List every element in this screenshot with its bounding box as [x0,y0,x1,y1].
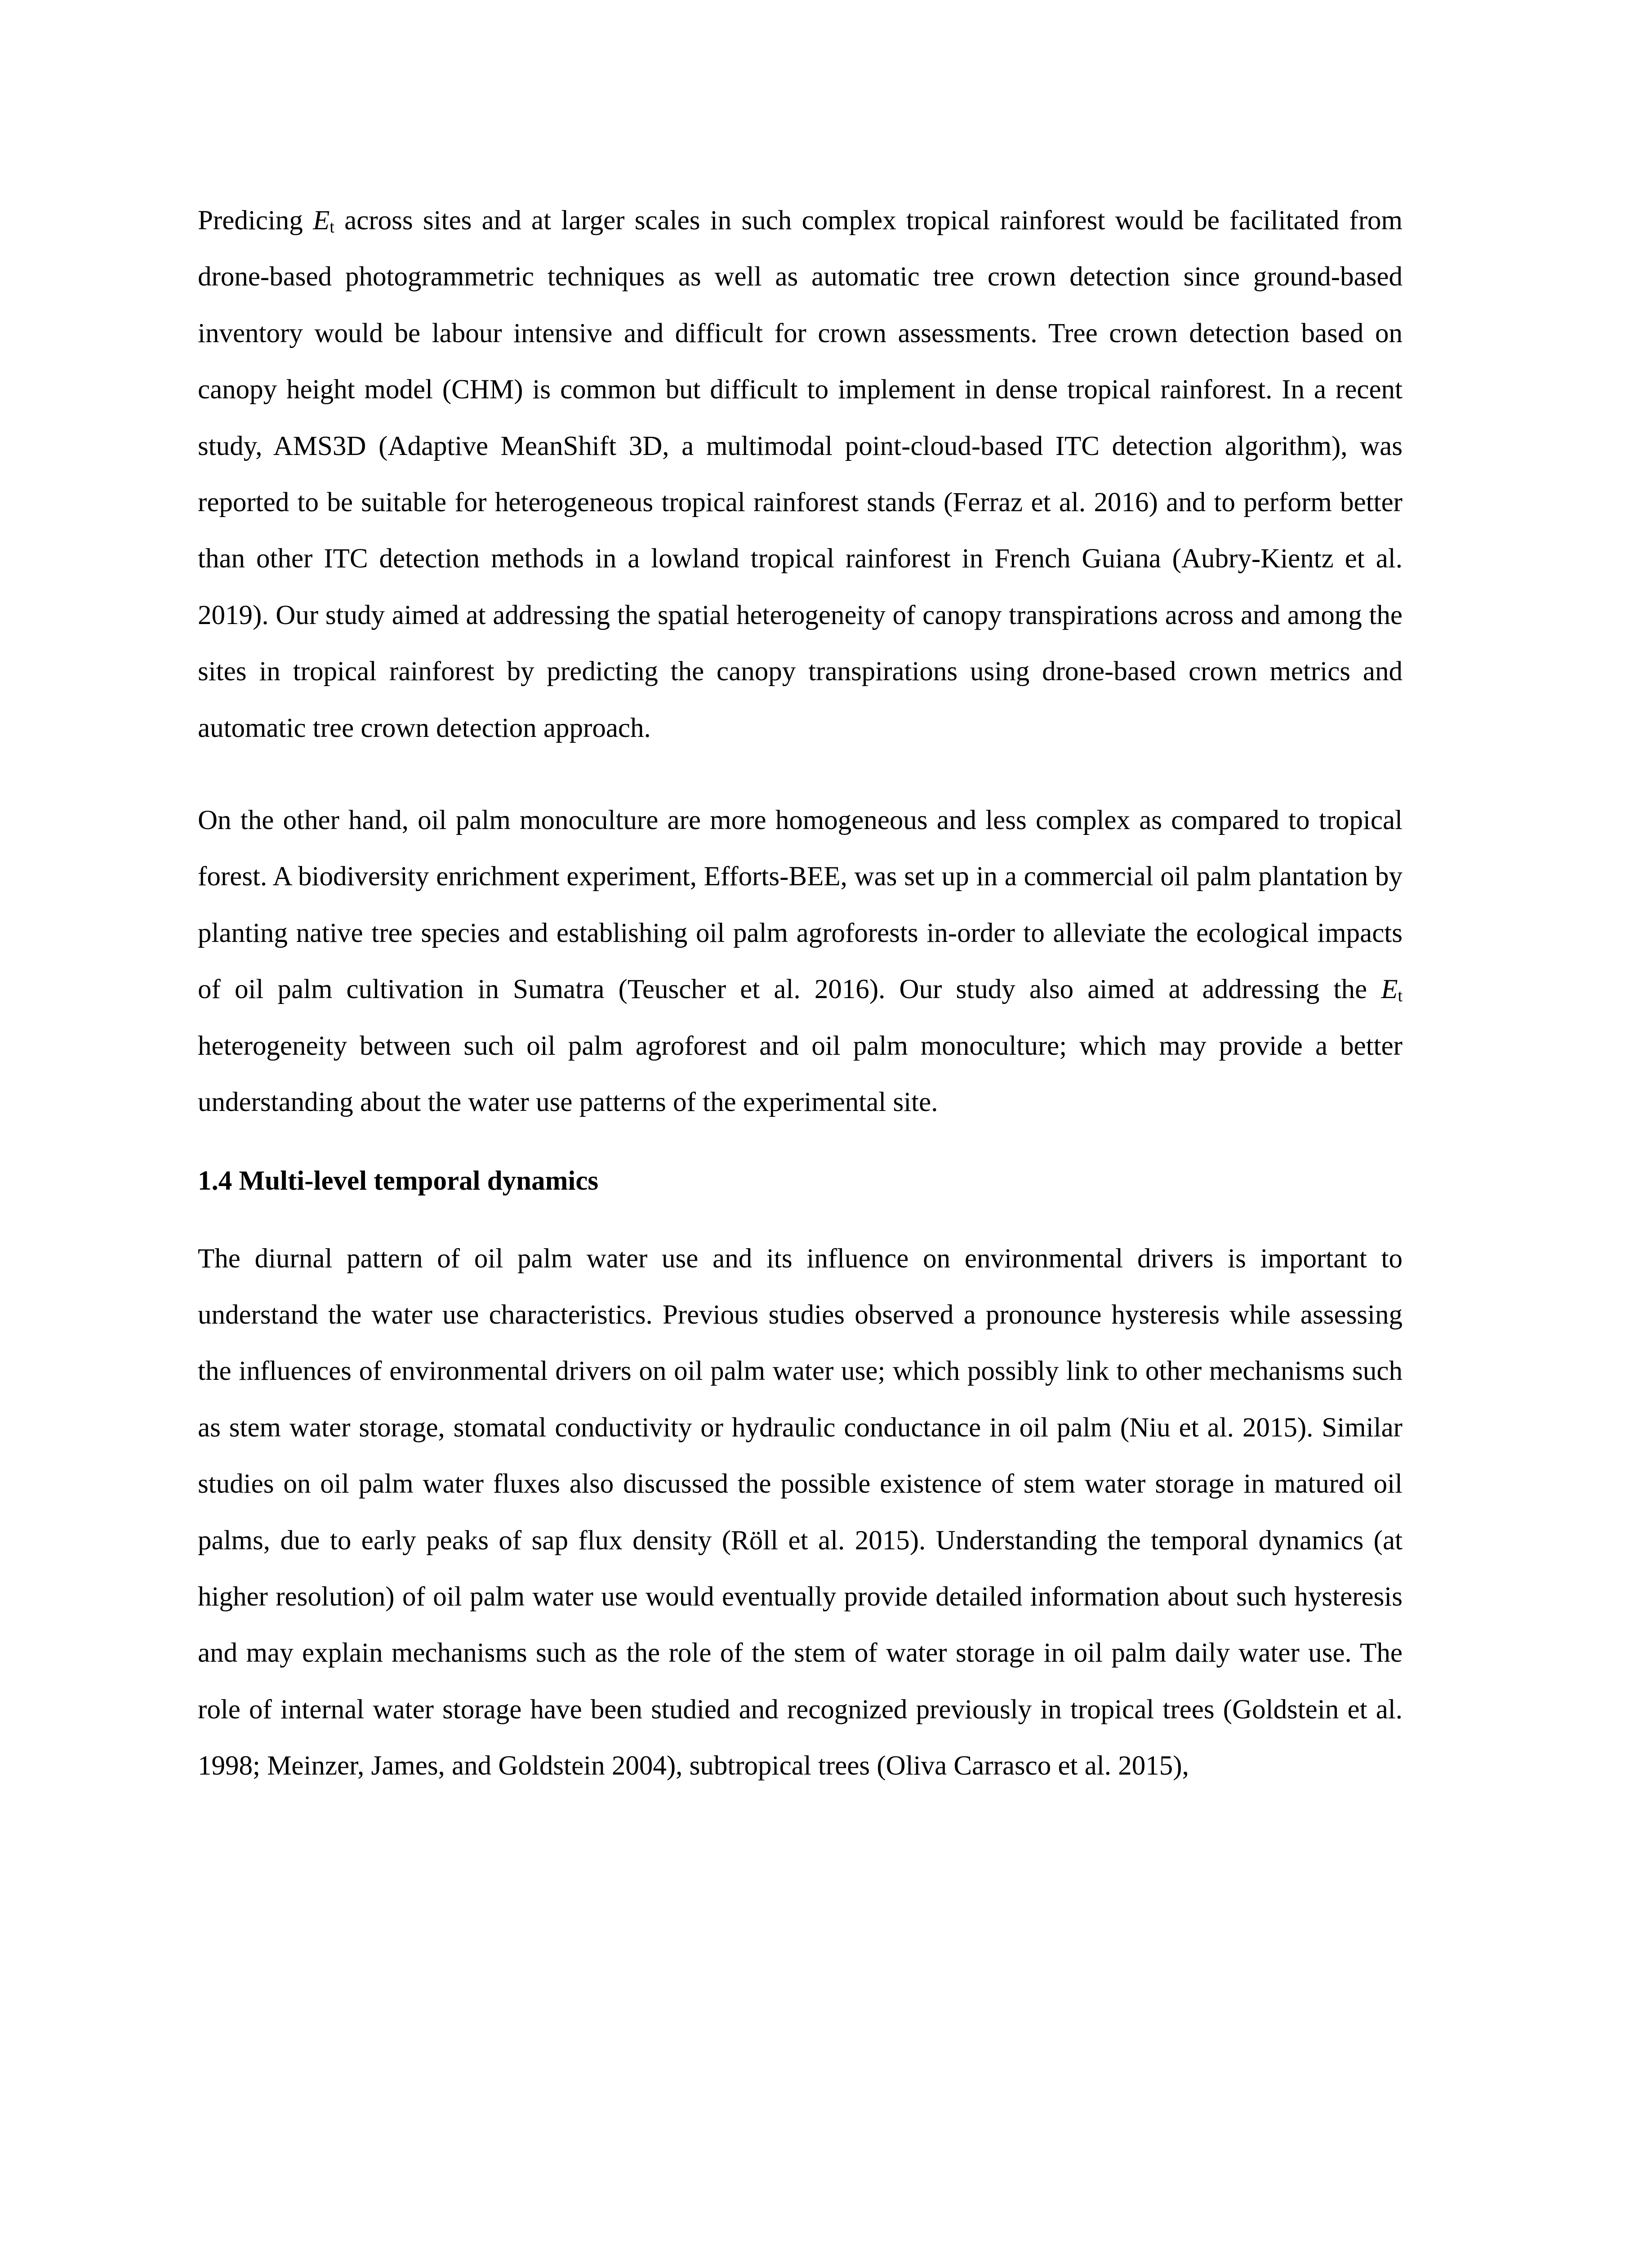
paragraph-text: heterogeneity between such oil palm agroforest and oil palm monoculture; which may provide a better understanding about the water use patterns of the experimental site. [198,1030,1403,1118]
paragraph-text: On the other hand, oil palm monoculture are more homogeneous and less complex as compared to tropical forest. A biodiversity enrichment experiment, Efforts-BEE, was set up in a commercial oil palm plantation by planting native tree species and establishing oil palm agroforests in-order to alleviate the ecological impacts of oil palm cultivation in Sumatra (Teuscher et al. 2016). Our study also aimed at addressing the [198,805,1403,1005]
paragraph-text: Predicing [198,205,313,236]
et-symbol: E [1381,974,1398,1005]
et-subscript: t [1398,986,1403,1006]
et-subscript: t [330,217,334,236]
paragraph-diurnal-pattern: The diurnal pattern of oil palm water use and its influence on environmental drivers is important to understand the water use characteristics. Previous studies observed a pronounce hysteresis while assessing the influences of environmental drivers on oil palm water use; which possibly link to other mechanisms such as stem water storage, stomatal conductivity or hydraulic conductance in oil palm (Niu et al. 2015). Similar studies on oil palm water fluxes also discussed the possible existence of stem water storage in matured oil palms, due to early peaks of sap flux density (Röll et al. 2015). Understanding the temporal dynamics (at higher resolution) of oil palm water use would eventually provide detailed information about such hysteresis and may explain mechanisms such as the role of the stem of water storage in oil palm daily water use. The role of internal water storage have been studied and recognized previously in tropical trees (Goldstein et al. 1998; Meinzer, James, and Goldstein 2004), subtropical trees (Oliva Carrasco et al. 2015), [198,1243,1403,1781]
et-symbol: E [313,205,330,236]
paragraph-oil-palm-monoculture [198,792,1403,1130]
paragraph-text: across sites and at larger scales in such complex tropical rainforest would be facilitated from drone-based photogrammetric techniques as well as automatic tree crown detection since ground-based inventory would be labour intensive and difficult for crown assessments. Tree crown detection based on canopy height model (CHM) is common but difficult to implement in dense tropical rainforest. In a recent study, AMS3D (Adaptive MeanShift 3D, a multimodal point-cloud-based ITC detection algorithm), was reported to be suitable for heterogeneous tropical rainforest stands (Ferraz et al. 2016) and to perform better than other ITC detection methods in a lowland tropical rainforest in French Guiana (Aubry-Kientz et al. 2019). Our study aimed at addressing the spatial heterogeneity of canopy transpirations across and among the sites in tropical rainforest by predicting the canopy transpirations using drone-based crown metrics and automatic tree crown detection approach. [198,205,1403,743]
paragraph-transpiration-prediction [198,192,1403,756]
page-body [198,192,1403,1794]
section-heading: 1.4 Multi-level temporal dynamics [198,1165,599,1196]
